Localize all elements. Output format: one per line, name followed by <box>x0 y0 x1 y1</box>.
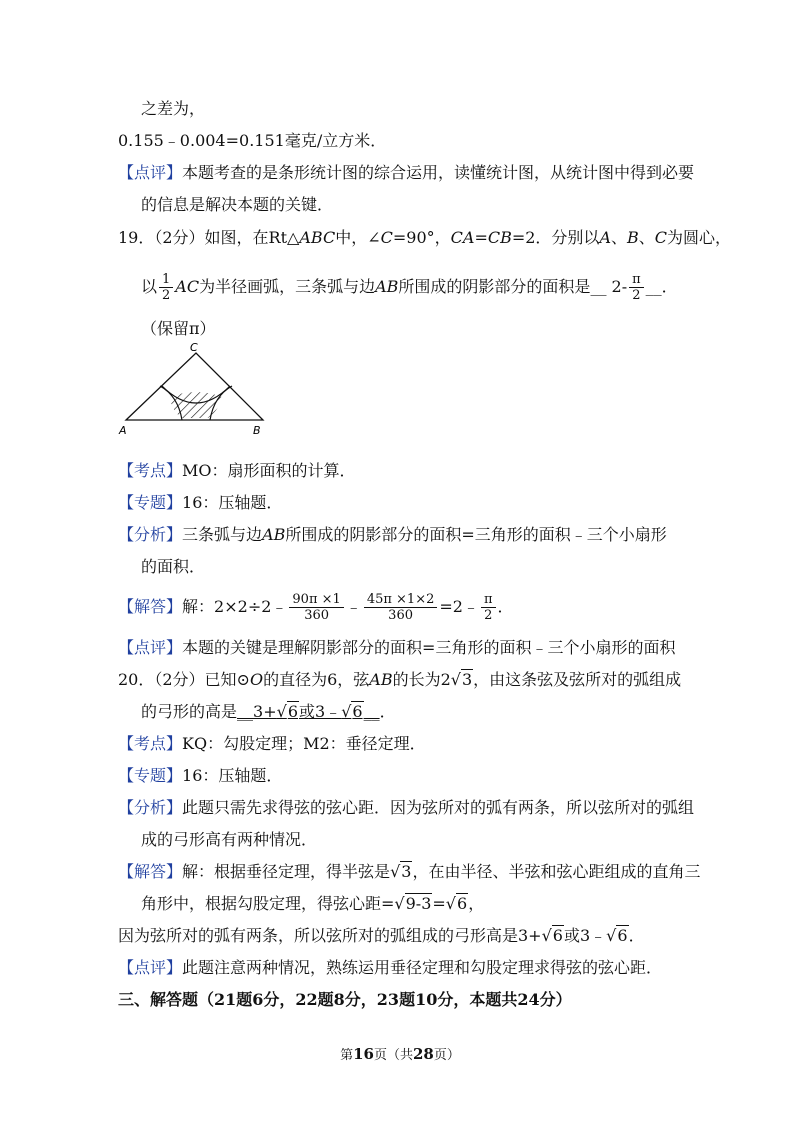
vertex-label-a: A <box>119 424 127 437</box>
knowledge-point: 【考点】MO：扇形面积的计算． <box>118 461 356 480</box>
fraction: $\frac{1}{2}$ <box>159 272 173 303</box>
analysis: 【分析】三条弧与边AB所围成的阴影部分的面积=三角形的面积﹣三个小扇形 <box>118 525 667 544</box>
text-line: 0.155﹣0.004=0.151毫克/立方米． <box>118 131 387 150</box>
text-line: 的信息是解决本题的关键． <box>141 195 334 214</box>
comment-line: 【点评】本题的关键是理解阴影部分的面积=三角形的面积﹣三个小扇形的面积 <box>118 638 676 657</box>
question-19-line2: 以 $\frac{1}{2}$ AC为半径画弧，三条弧与边AB所围成的阴影部分的面积是__ 2- $\frac{\pi}{2}$ __． <box>141 272 678 303</box>
solution: 【解答】解：2×2÷2﹣ $\frac{90\pi \times 1}{360}$ ﹣ $\frac{45\pi \times 1\times 2}{360}$ =2﹣ $\frac{\pi}{2}$ ． <box>118 592 514 623</box>
comment-tag: 【点评】 <box>118 163 183 182</box>
question-19: 19．（2分）如图，在Rt△ABC中，∠C=90°，CA=CB=2．分别以A、B、C为圆心， <box>118 228 732 247</box>
text-line: （保留π） <box>141 319 216 338</box>
comment-line: 【点评】本题考查的是条形统计图的综合运用，读懂统计图，从统计图中得到必要 <box>118 163 695 182</box>
question-20-line2: 的弓形的高是__3+√6或3﹣√6__． <box>141 702 396 721</box>
topic: 【专题】16：压轴题． <box>118 766 283 785</box>
solution-line2: 角形中，根据勾股定理，得弦心距=√9-3=√6， <box>141 894 485 913</box>
section-heading: 三、解答题（21题6分，22题8分，23题10分，本题共24分） <box>118 990 572 1009</box>
question-20: 20．（2分）已知⊙O的直径为6，弦AB的长为2√3，由这条弦及弦所对的弧组成 <box>118 670 682 689</box>
text-line: 之差为， <box>141 99 206 118</box>
text-line: 的面积． <box>141 557 206 576</box>
vertex-label-c: C <box>190 341 198 354</box>
analysis: 【分析】此题只需先求得弦的弦心距．因为弦所对的弧有两条，所以弦所对的弧组 <box>118 798 695 817</box>
solution: 【解答】解：根据垂径定理，得半弦是√3，在由半径、半弦和弦心距组成的直角三 <box>118 862 701 881</box>
knowledge-point: 【考点】KQ：勾股定理；M2：垂径定理． <box>118 734 426 753</box>
triangle-figure <box>116 340 276 440</box>
comment-line: 【点评】此题注意两种情况，熟练运用垂径定理和勾股定理求得弦的弦心距． <box>118 958 663 977</box>
answer-blank: __ 2- $\frac{\pi}{2}$ __ <box>590 272 662 303</box>
page-footer: 第16页（共28页） <box>340 1045 460 1063</box>
solution-line3: 因为弦所对的弧有两条，所以弦所对的弧组成的弓形高是3+√6或3﹣√6． <box>118 926 645 945</box>
answer-blank: __3+√6或3﹣√6__ <box>237 702 380 721</box>
text-line: 成的弓形高有两种情况． <box>141 830 318 849</box>
topic: 【专题】16：压轴题． <box>118 493 283 512</box>
vertex-label-b: B <box>253 424 261 437</box>
